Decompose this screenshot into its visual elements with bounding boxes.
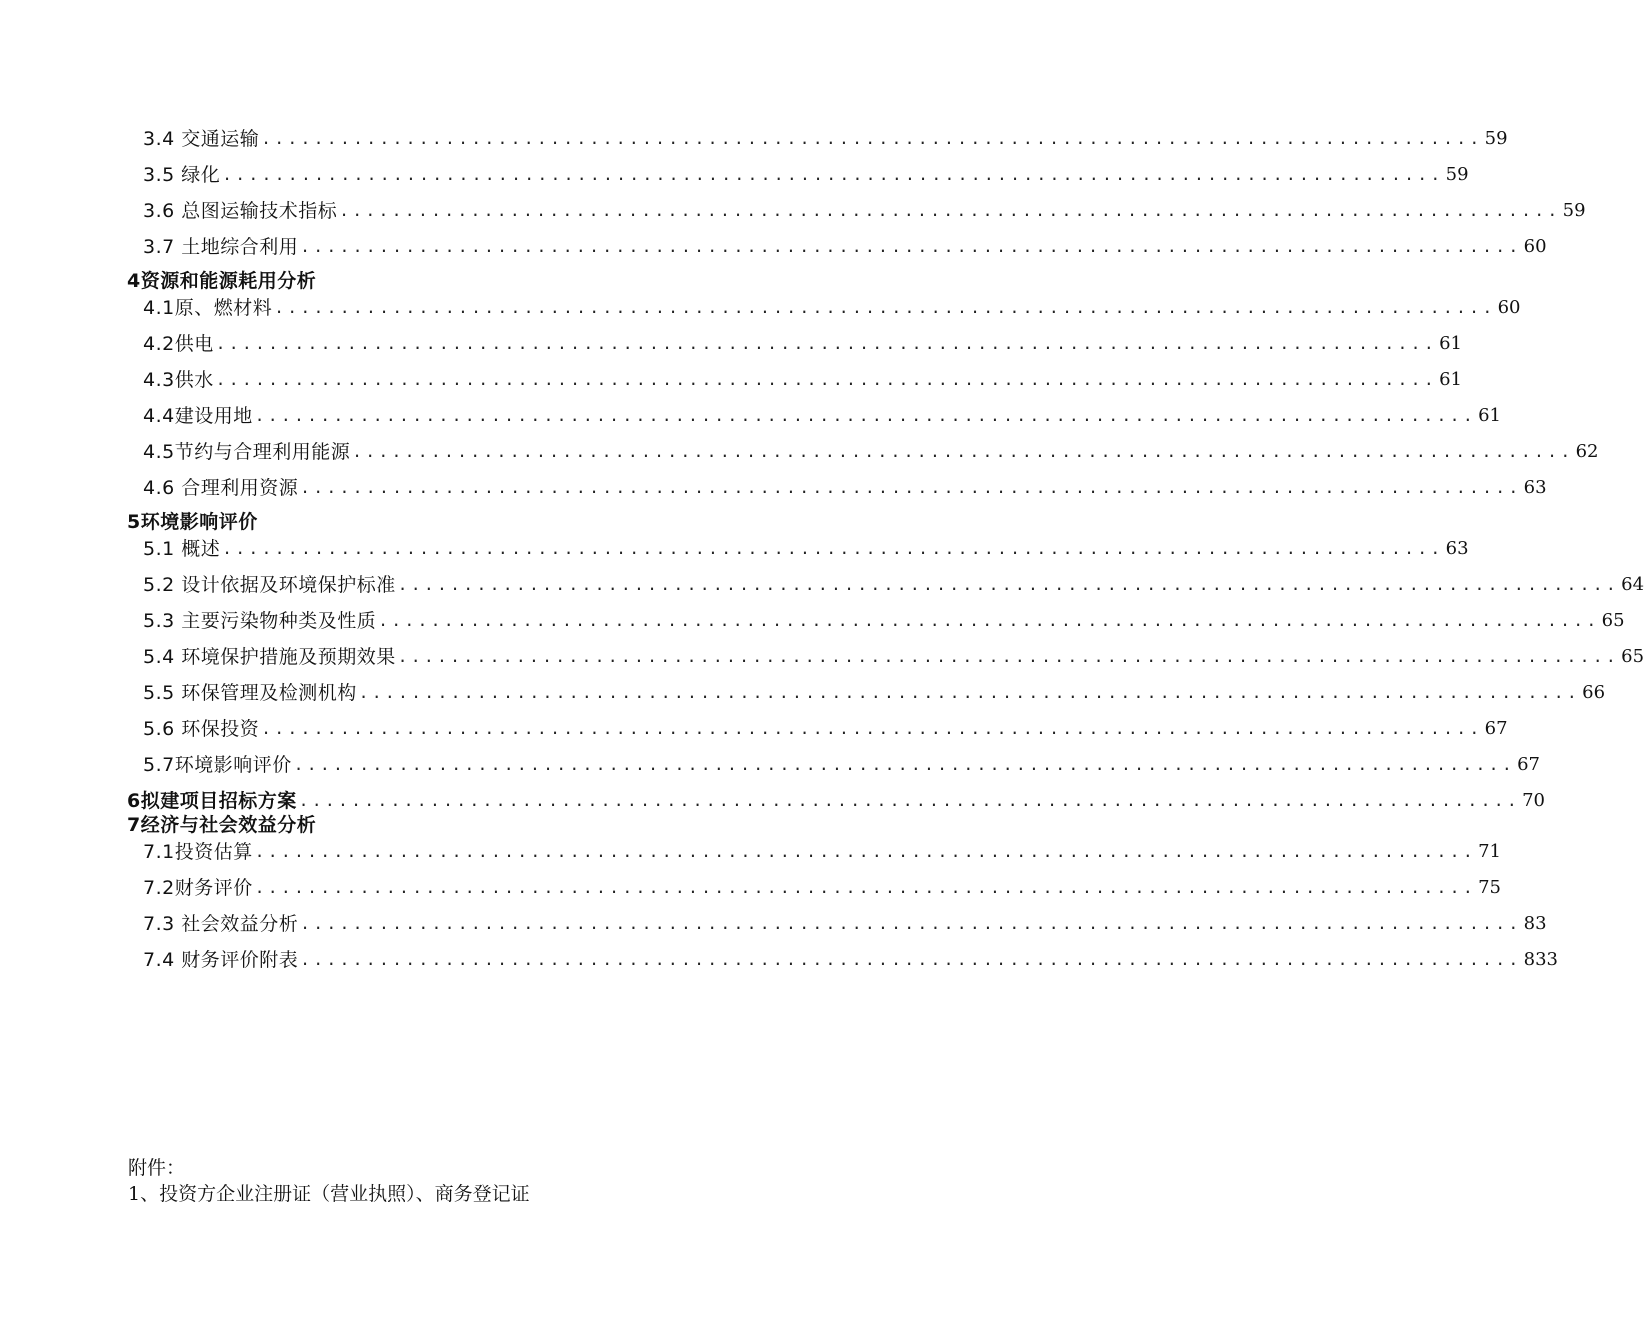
toc-page-number: 66 bbox=[1582, 682, 1606, 703]
toc-entry[interactable] bbox=[143, 678, 1606, 704]
toc-entry-label: 3.4 交通运输 bbox=[143, 128, 260, 150]
toc-entry-label: 7.3 社会效益分析 bbox=[143, 913, 299, 935]
toc-leader-dots: ............................................................................................. bbox=[397, 575, 1620, 594]
toc-entry[interactable] bbox=[143, 365, 1462, 391]
toc-leader-dots: ............................................................................................. bbox=[300, 237, 1522, 256]
toc-entry-label: 7.1投资估算 bbox=[143, 841, 253, 863]
toc-entry-label: 3.7 土地综合利用 bbox=[143, 236, 299, 258]
toc-leader-dots: ............................................................................................. bbox=[339, 201, 1561, 220]
toc-page-number: 60 bbox=[1523, 236, 1547, 257]
toc-entry[interactable] bbox=[143, 473, 1547, 499]
toc-leader-dots: ............................................................................................. bbox=[300, 950, 1522, 969]
toc-entry[interactable] bbox=[143, 329, 1462, 355]
toc-entry-label: 5.1 概述 bbox=[143, 538, 221, 560]
toc-entry-label: 4.1原、燃材料 bbox=[143, 297, 273, 319]
toc-entry-label: 5.4 环境保护措施及预期效果 bbox=[143, 646, 396, 668]
toc-leader-dots: ............................................................................................. bbox=[215, 370, 1438, 389]
toc-entry-label: 5.5 环保管理及检测机构 bbox=[143, 682, 357, 704]
toc-page-number: 61 bbox=[1439, 333, 1462, 354]
toc-chapter-entry[interactable] bbox=[127, 786, 1545, 812]
toc-entry-label: 5.3 主要污染物种类及性质 bbox=[143, 610, 377, 632]
toc-leader-dots: ............................................................................................. bbox=[293, 755, 1516, 774]
toc-page-number: 71 bbox=[1478, 841, 1501, 862]
toc-chapter-heading[interactable]: 5环境影响评价 bbox=[127, 511, 258, 533]
toc-page-number: 65 bbox=[1601, 610, 1625, 631]
toc-chapter-heading[interactable]: 7经济与社会效益分析 bbox=[127, 814, 317, 836]
appendix-title: 附件： bbox=[128, 1157, 186, 1179]
toc-chapter-heading[interactable]: 4资源和能源耗用分析 bbox=[127, 270, 317, 292]
toc-leader-dots: ............................................................................................. bbox=[261, 719, 1483, 738]
toc-leader-dots: ............................................................................................. bbox=[300, 478, 1522, 497]
appendix-item: 1、投资方企业注册证（营业执照）、商务登记证 bbox=[128, 1183, 530, 1205]
toc-page-number: 60 bbox=[1497, 297, 1521, 318]
toc-leader-dots: ............................................................................................. bbox=[215, 334, 1438, 353]
toc-page-number: 61 bbox=[1439, 369, 1462, 390]
toc-entry[interactable] bbox=[143, 750, 1540, 776]
toc-entry-label: 5.6 环保投资 bbox=[143, 718, 260, 740]
toc-entry-label: 4.4建设用地 bbox=[143, 405, 253, 427]
toc-entry-label: 4.5节约与合理利用能源 bbox=[143, 441, 351, 463]
toc-page-number: 65 bbox=[1621, 646, 1644, 667]
toc-page-number: 67 bbox=[1517, 754, 1540, 775]
toc-entry[interactable] bbox=[143, 570, 1644, 596]
toc-leader-dots: ............................................................................................. bbox=[397, 647, 1620, 666]
toc-page-number: 59 bbox=[1445, 164, 1469, 185]
toc-entry-label: 7.2财务评价 bbox=[143, 877, 253, 899]
toc-entry[interactable] bbox=[143, 124, 1508, 150]
toc-entry[interactable] bbox=[143, 293, 1521, 319]
toc-entry[interactable] bbox=[143, 401, 1501, 427]
toc-entry[interactable] bbox=[143, 196, 1586, 222]
toc-leader-dots: ............................................................................................. bbox=[222, 165, 1444, 184]
toc-entry[interactable] bbox=[143, 909, 1547, 935]
toc-page-number: 63 bbox=[1523, 477, 1547, 498]
toc-entry-label: 5.7环境影响评价 bbox=[143, 754, 292, 776]
toc-entry-label: 3.5 绿化 bbox=[143, 164, 221, 186]
toc-entry[interactable] bbox=[143, 873, 1501, 899]
toc-page-number: 83 bbox=[1523, 913, 1547, 934]
toc-entry[interactable] bbox=[143, 232, 1547, 258]
toc-page-number: 67 bbox=[1484, 718, 1508, 739]
toc-entry[interactable] bbox=[143, 437, 1599, 463]
toc-leader-dots: ............................................................................................. bbox=[352, 442, 1574, 461]
toc-entry-label: 4.3供水 bbox=[143, 369, 214, 391]
toc-entry-label: 7.4 财务评价附表 bbox=[143, 949, 299, 971]
toc-page-number: 63 bbox=[1445, 538, 1469, 559]
toc-page-number: 70 bbox=[1522, 790, 1545, 811]
toc-leader-dots: ............................................................................................. bbox=[254, 878, 1477, 897]
toc-entry[interactable] bbox=[143, 945, 1558, 971]
toc-page-number: 61 bbox=[1478, 405, 1501, 426]
toc-page-number: 59 bbox=[1562, 200, 1586, 221]
toc-leader-dots: ............................................................................................. bbox=[254, 842, 1477, 861]
toc-entry[interactable] bbox=[143, 534, 1469, 560]
toc-leader-dots: ............................................................................................. bbox=[261, 129, 1483, 148]
toc-entry-label: 4.2供电 bbox=[143, 333, 214, 355]
toc-entry-label: 5.2 设计依据及环境保护标准 bbox=[143, 574, 396, 596]
toc-entry[interactable] bbox=[143, 160, 1469, 186]
toc-entry[interactable] bbox=[143, 642, 1644, 668]
toc-entry-label: 4.6 合理利用资源 bbox=[143, 477, 299, 499]
toc-entry[interactable] bbox=[143, 714, 1508, 740]
toc-leader-dots: ............................................................................................. bbox=[378, 611, 1600, 630]
toc-page-number: 62 bbox=[1575, 441, 1599, 462]
toc-leader-dots: ............................................................................................. bbox=[254, 406, 1477, 425]
toc-leader-dots: ............................................................................................. bbox=[298, 791, 1521, 810]
toc-page-number: 59 bbox=[1484, 128, 1508, 149]
toc-entry[interactable] bbox=[143, 606, 1625, 632]
toc-leader-dots: ............................................................................................. bbox=[222, 539, 1444, 558]
toc-leader-dots: ............................................................................................. bbox=[274, 298, 1496, 317]
toc-leader-dots: ............................................................................................. bbox=[358, 683, 1581, 702]
toc-entry-label: 3.6 总图运输技术指标 bbox=[143, 200, 338, 222]
toc-leader-dots: ............................................................................................. bbox=[300, 914, 1522, 933]
toc-page-number: 75 bbox=[1478, 877, 1501, 898]
toc-page-number: 64 bbox=[1621, 574, 1644, 595]
toc-entry[interactable] bbox=[143, 837, 1501, 863]
toc-entry-label: 6拟建项目招标方案 bbox=[127, 790, 297, 812]
toc-page-number: 833 bbox=[1523, 949, 1558, 970]
